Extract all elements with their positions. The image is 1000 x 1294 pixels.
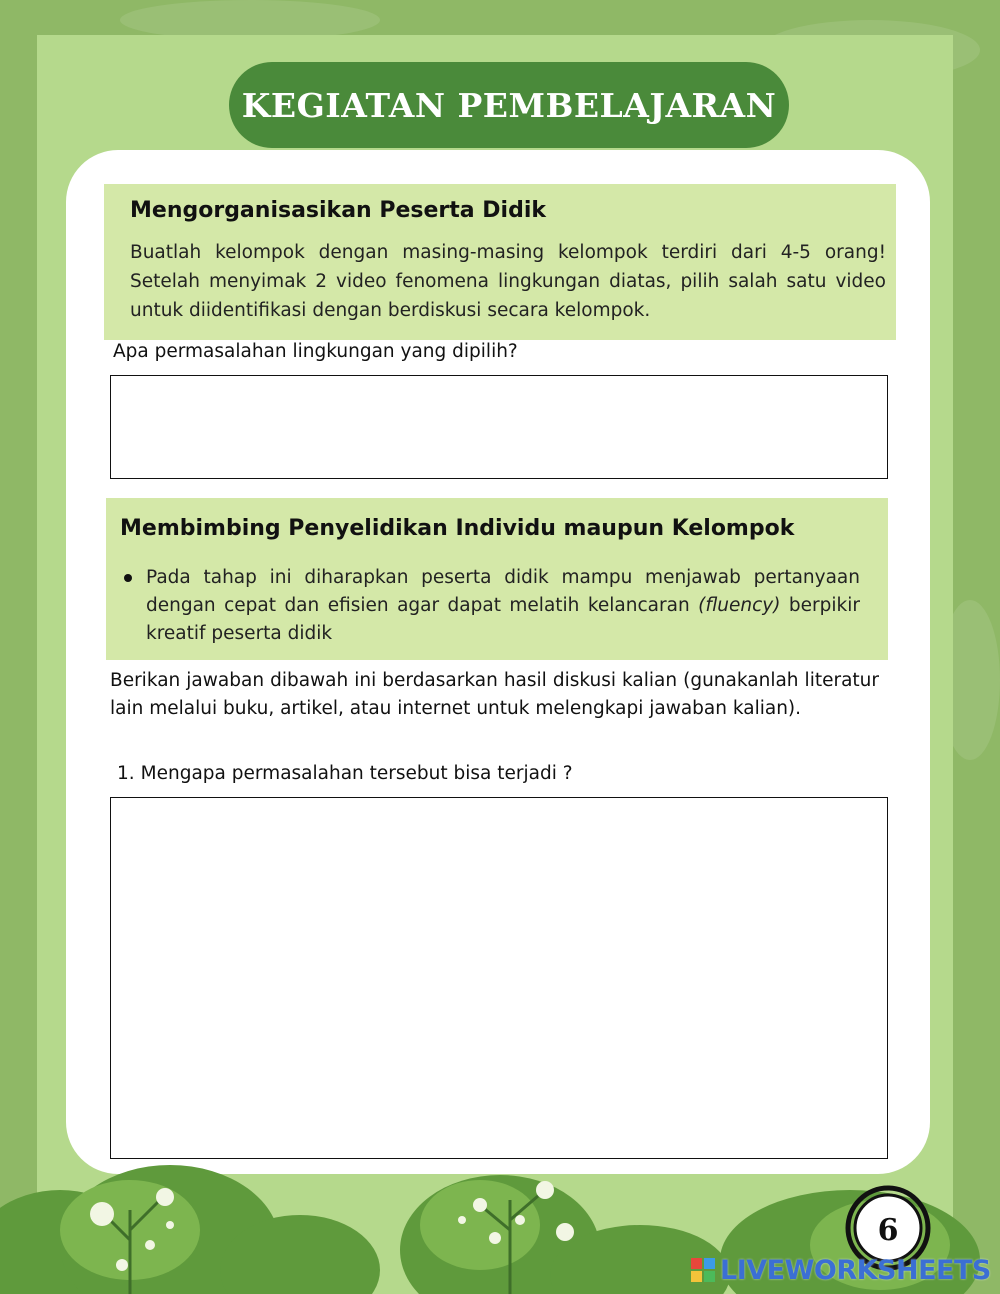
section-investigation [106, 498, 888, 660]
question-2-label: 1. Mengapa permasalahan tersebut bisa terjadi ? [117, 763, 573, 784]
section-organize-heading: Mengorganisasikan Peserta Didik [130, 198, 547, 223]
answer-box-2[interactable] [110, 797, 888, 1159]
bullet-text: Pada tahap ini diharapkan peserta didik mampu menjawab pertanyaan dengan cepat dan efisien agar dapat melatih kelancaran (fluency) berpikir kreatif peserta didik [146, 567, 860, 644]
page-title: KEGIATAN PEMBELAJARAN [229, 62, 789, 148]
answer-box-1[interactable] [110, 375, 888, 479]
instruction-paragraph: Berikan jawaban dibawah ini berdasarkan hasil diskusi kalian (gunakanlah literatur lain melalui buku, artikel, atau internet untuk melengkapi jawaban kalian). [110, 670, 879, 719]
section-organize [104, 184, 896, 340]
liveworksheets-logo-icon [690, 1257, 716, 1283]
page-number: 6 [877, 1212, 899, 1248]
section-investigation-heading: Membimbing Penyelidikan Individu maupun Kelompok [120, 516, 795, 541]
section-organize-text: Buatlah kelompok dengan masing-masing kelompok terdiri dari 4-5 orang! Setelah menyimak 2 video fenomena lingkungan diatas, pilih salah satu video untuk diidentifikasi dengan berdiskusi secara kelompok. [130, 242, 886, 321]
watermark-text: LIVEWORKSHEETS [720, 1254, 991, 1286]
question-1-label: Apa permasalahan lingkungan yang dipilih? [113, 341, 518, 362]
bullet-icon [124, 574, 132, 582]
watermark [690, 1254, 991, 1286]
